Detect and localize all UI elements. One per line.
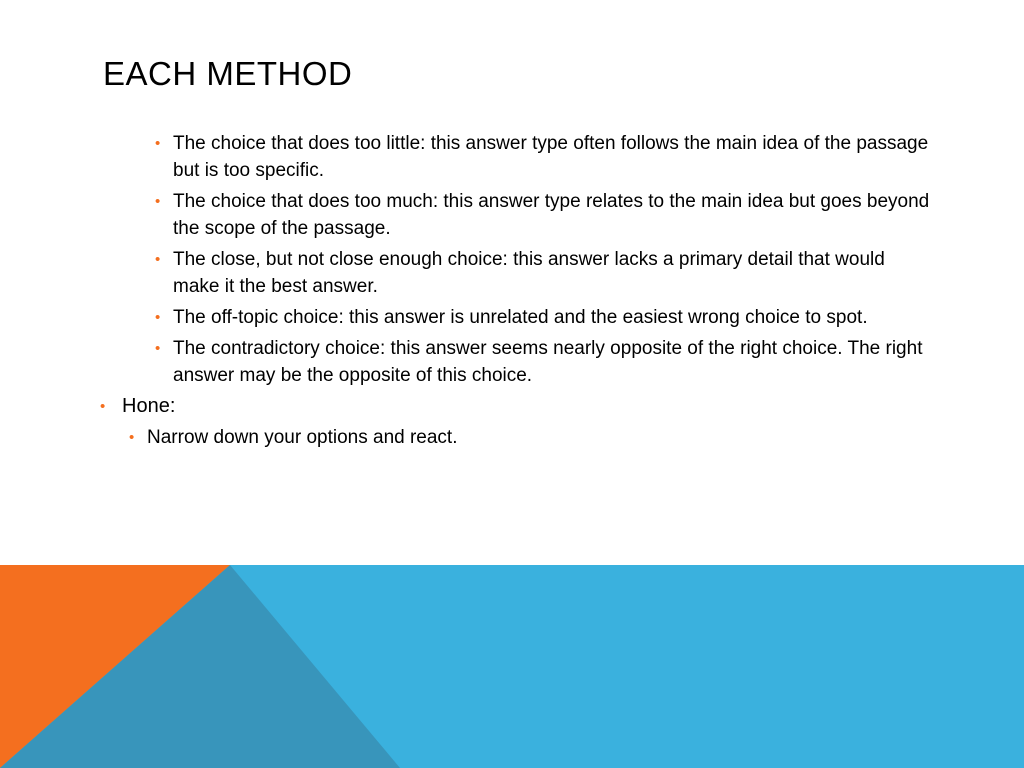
bullet-icon: • — [155, 340, 161, 357]
list-item — [100, 130, 930, 184]
list-item-text: The close, but not close enough choice: this answer lacks a primary detail that would make it the best answer. — [173, 249, 885, 297]
hone-heading-item — [100, 393, 930, 420]
list-item — [100, 188, 930, 242]
slide-title: EACH METHOD — [103, 55, 353, 92]
hone-detail-item — [100, 424, 930, 451]
hone-heading-text: Hone: — [122, 395, 176, 417]
list-item — [100, 335, 930, 389]
list-item-text: The contradictory choice: this answer seems nearly opposite of the right choice. The right answer may be the opposite of this choice. — [173, 338, 923, 386]
slide-body — [100, 130, 930, 451]
decorative-banner — [0, 565, 1024, 768]
bullet-icon: • — [155, 135, 161, 152]
bullet-icon: • — [155, 309, 161, 326]
hone-list — [100, 393, 930, 451]
bullet-icon: • — [129, 429, 135, 446]
bullet-icon: • — [155, 251, 161, 268]
list-item — [100, 246, 930, 300]
bullet-icon: • — [100, 398, 106, 415]
bullet-icon: • — [155, 193, 161, 210]
answer-types-list — [100, 130, 930, 389]
list-item-text: The off-topic choice: this answer is unrelated and the easiest wrong choice to spot. — [173, 307, 868, 328]
hone-detail-text: Narrow down your options and react. — [147, 427, 458, 448]
list-item-text: The choice that does too much: this answer type relates to the main idea but goes beyond the scope of the passage. — [173, 191, 930, 239]
list-item-text: The choice that does too little: this answer type often follows the main idea of the passage but is too specific. — [173, 133, 929, 181]
list-item — [100, 304, 930, 331]
